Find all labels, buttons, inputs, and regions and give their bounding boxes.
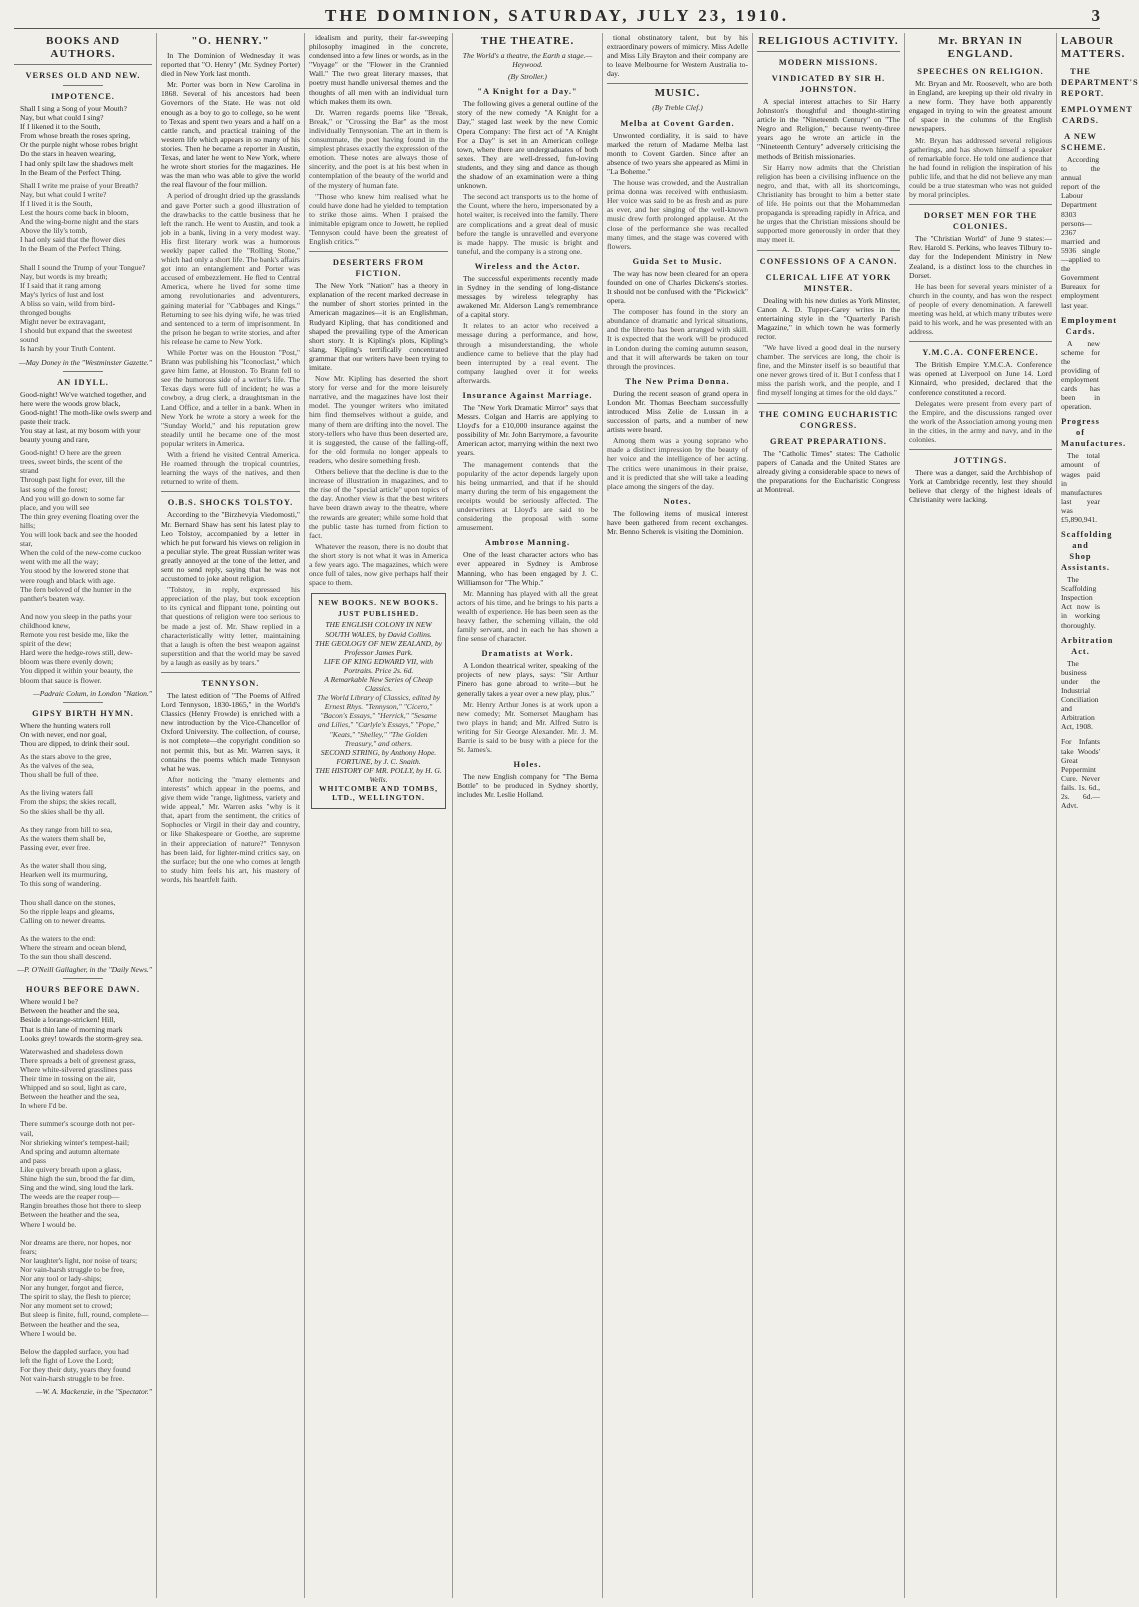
divider (63, 702, 103, 703)
ambrose-manning-heading: Ambrose Manning. (484, 538, 571, 548)
theatre-heading: THE THEATRE. (480, 35, 575, 47)
column-bryan-in-england: Mr. BRYAN IN ENGLAND. SPEECHES ON RELIGION. Mr. Bryan and Mr. Roosevelt, who are both in England, are keeping up their old rivalry in a new form. They have both apparently engaged in trying to win the greatest amount of space in the columns of the English newspapers. Mr. Bryan has addressed several religious gatherings, and has shown himself a speaker of remarkable force. He told one audience that he had found in religion the inspiration of his public life, and that he did not believe any man could be a true statesman who was not guided by moral principles. DORSET MEN FOR THE COLONIES. The "Christian World" of June 9 states:—Rev. Harold S. Perkins, who leaves Tilbury to-day for the Independent Ministry in New Zealand, is a distinct loss to the churches in Dorset. He has been for several years minister of a church in the county, and has won the respect of people of every denomination. A farewell meeting was held, at which many tributes were paid to his work, and he was presented with an address. Y.M.C.A. CONFERENCE. The British Empire Y.M.C.A. Conference was opened at Liverpool on June 14. Lord Kinnaird, who presided, declared that the conference constituted a record. Delegates were present from every part of the Empire, and the discussions ranged over the work of the Association among young men in the cities, in the army and navy, and in the colonies. JOTTINGS. There was a danger, said the Archbishop of York at Cambridge recently, lest they should believe that clergy of the highest ideals of Christianity were lacking. (904, 33, 1056, 1598)
bryan-body: Mr. Bryan and Mr. Roosevelt, who are both in England, are keeping up their old rivalry in a new form. They have both apparently engaged in trying to win the greatest amount of space in the columns of the English newspapers. (909, 79, 1052, 134)
scaffolding-body: The Scaffolding Inspection Act now is in working thoroughly. (1061, 575, 1100, 630)
masthead (14, 6, 1100, 29)
divider (63, 978, 103, 979)
column-books-and-authors: BOOKS AND AUTHORS. VERSES OLD AND NEW. IMPOTENCE. Shall I sing a Song of your Mouth? Nay, but what could I sing? If I likened it to the South, From whose breath the roses spring, Or the purple night whose robes bright Do the stars in heaven wearing, I had only spilt law the shadows melt In the Beam of the Perfect Thing. Shall I write me praise of your Breath? Nay, but what could I write? If I lived it is the South, Lest the hours come back in bloom, And the wing-borne night and the stars Above the lily's tomb, I had only said that the flower dies In the Beam of the Perfect Thing. Shall I sound the Trump of your Tongue? Nay, but words is my breath; If I said that it rang among May's lyrics of lust and lost A bliss so vain, wild from bird- thronged boughs Might never be extravagant, I should but expand that the sweetest sound Is harsh by your Truth Content. —May Doney in the "Westminster Gazette." AN IDYLL. Good-night! We've watched together, and here were the woods grow black, Good-night! The moth-like owls swerp and paste their track. You stay at last, at my bosom with your beauty young and rare, Good-night! O here are the green trees, sweet birds, the scent of the strand Through past light for ever, till the last song of the forest; And you will go down to some far place, and you will see The thin grey evening floating over the hills; You will look back and see the hooded star, When the cold of the new-come cuckoo went with me all the way; You stood by the lowered stone that were rough and black with age. The fern beloved of the hunter in the panther's beaten way. And now you sleep in the paths your childhood knew, Remote you rest beside me, like the spirit of the dew; Hard were the hedge-rows still, dew- bloom was there evenly down; You dipped it within your beauty, the bloom that sauce is flower. —Padraic Colum, in London "Nation." GIPSY BIRTH HYMN. Where the hunting waters roll On with never, end nor goal, Thou are dipped, to drink their soul. As the stars above to the gree, As the valves of the sea, Thou shall be full of thee. As the living waters fall From the ships; the skies recall, So the skies shall be thy all. As they range from hill to sea, As the waters them shall be, Passing ever, ever free. As the water shall thou sing, Hearken well its murmuring, To this song of wandering. Thou shall dance on the stones, So the ripple leaps and gleams, Calling on to newer dreams. As the waters to the end: Where the stream and ocean blend, To the sun thou shall descend. —P. O'Neill Gallagher, in the "Daily News." HOURS BEFORE DAWN. Where would I be? Between the heather and the sea, Beside a lorange-stricken! Hill, That is thin lane of morning mark Looks grey! towards the storm-grey sea. Waterwashed and shadeless down There spreads a belt of greenest grass, Where white-silvered grasslines pass Their time in tossing on the air, Whipped and so soul, light as care, Between the heather and the sea, In where I'd be. There summer's scourge doth not per- vail, Nor shrieking winter's tempest-hail; And spring and autumn alternate and pass Like quivery breath upon a glass, Shine high the sun, brood the far dim, Sing and the wind, sing loud the lark. The weeds are the reaper roup— Rangin breathes those hot there to sleep Between the heather and the sea, Where I would be. Nor dreams are there, nor hopes, nor fears; Nor laughter's light, nor noise of tears; Nor vain-harsh struggle to be free, Nor any tool or lady-ships; Nor any hunger, forgot and fierce, The spirit to slay, the flesh to pierce; Nor any moment set to crowd; But sleep is finite, full, round, complete— Between the heather and the sea, Where I would be. Below the dappled surface, you had left the fight of Love the Lord; For they their duty, years they found Not vain-harsh struggle to be free. —W. A. Mackenzie, in the "Spectator." (10, 33, 156, 1598)
divider (63, 85, 103, 86)
book-listing: A Remarkable New Series of Cheap Classics. (324, 675, 433, 694)
poem-impotence: Shall I sing a Song of your Mouth? Nay, but what could I sing? If I likened it to the South, From whose breath the roses spring, Or the purple night whose robes bright Do the stars in heaven wearing, I had only spilt law the shadows melt In the Beam of the Perfect Thing. (20, 104, 138, 177)
music-byline: (By Treble Clef.) (652, 103, 703, 113)
column-deserters-from-fiction: idealism and purity, their far-sweeping philosophy imagined in the concrete, condensed into a few lines or words, as in the "Voyage" or the "Flower in the Crannied Wall." The two great literary masses, that poetry must handle universal themes and the thoughts of all men with an individual turn which makes them its own. Dr. Warren regards poems like "Break, Break," or "Crossing the Bar" as the most individually Tennysonian. The art in them is consummate, the poet having found in the simplest phrases exactly the expression of the emotion. These notes are always those of sincerity, and the poet is at his best when in contemplation of the beauty of the world and of the mystery of human fate. "Those who knew him realised what he could have done had he yielded to temptation to strike those aims. When I praised the inimitable epigram once to Jowett, he replied 'Tennyson could have been the greatest of English critics.'" DESERTERS FROM FICTION. The New York "Nation" has a theory in explanation of the recent marked decrease in the number of short stories printed in the American magazines—it is an Englishman, Rudyard Kipling, that has conditioned and shaped the prevailing type of the American short story. It is Kipling's plots, Kipling's slang, Kipling's terrifically concentrated grammar that our writers have been trying to imitate. Now Mr. Kipling has deserted the short story for verse and for the more leisurely narrative, and the magazines have lost their model. The younger writers who imitated him find themselves without a guide, and many of them are drifting into the novel. The story-tellers who have thus been deserted are, it is suggested, the cause of the falling-off, for the old formula no longer appeals to readers, who desire something fresh. Others believe that the decline is due to the increase of illustration in magazines, and to the rise of the "special article" upon topics of the day. Another view is that the best writers have been drawn away to the theatre, where the rewards are greater; while some hold that the public taste has turned from fiction to fact. Whatever the reason, there is no doubt that the short story is not what it was in America a few years ago. The magazines, which were once full of tales, now give perhaps half their space to them. NEW BOOKS. NEW BOOKS. JUST PUBLISHED. THE ENGLISH COLONY IN NEW SOUTH WALES, by David Collins. THE GEOLOGY OF NEW ZEALAND, by Professor James Park. LIFE OF KING EDWARD VII, with Portraits. Price 2s. 6d. A Remarkable New Series of Cheap Classics. The World Library of Classics, edited by Ernest Rhys. "Tennyson," "Cicero," "Bacon's Essays," "Herrick," "Sesame and Lilies," "Carlyle's Essays," "Pope," "Keats," "Shelley," "The Golden Treasury," and others. SECOND STRING, by Anthony Hope. FORTUNE, by J. C. Snaith. THE HISTORY OF MR. POLLY, by H. G. Wells. WHITCOMBE AND TOMBS, LTD., WELLINGTON. (304, 33, 452, 1598)
holes-heading: Holes. (513, 760, 542, 770)
knight-for-a-day-heading: "A Knight for a Day." (477, 87, 578, 97)
books-and-authors-heading: BOOKS AND AUTHORS. (14, 35, 152, 65)
theatre-tagline: The World's a theatre, the Earth a stage.—Heywood. (462, 51, 593, 70)
just-published-label: JUST PUBLISHED. (337, 609, 420, 619)
new-books-heading: NEW BOOKS. NEW BOOKS. (318, 598, 439, 608)
employment-cards-subheading: Employment Cards. (1061, 315, 1118, 336)
music-heading: MUSIC. (654, 87, 701, 100)
prima-donna-body: During the recent season of grand opera in London Mr. Thomas Beecham successfully introduced Miss Zelie de Lussan in a succession of parts, and a number of new artists were heard. (607, 388, 748, 435)
verses-section-title: VERSES OLD AND NEW. (25, 71, 141, 80)
poem-hours-before-dawn-credit: —W. A. Mackenzie, in the "Spectator." (35, 1387, 152, 1397)
ymca-conference-body: The British Empire Y.M.C.A. Conference was opened at Liverpool on June 14. Lord Kinnaird, who presided, declared that the conference constituted a record. (909, 360, 1052, 397)
poem-gipsy-birth-hymn-credit: —P. O'Neill Gallagher, in the "Daily News." (17, 965, 152, 975)
modern-missions-heading: MODERN MISSIONS. (778, 58, 879, 67)
modern-missions-subheading: VINDICATED BY SIR H. JOHNSTON. (771, 74, 886, 94)
theatre-continued: tional obstinatory talent, but by his extraordinary powers of mimicry. Miss Adelle and Miss Lily Brayton and their company are to leave Melbourne for Western Australia to-day. (607, 33, 748, 79)
labour-matters-heading: LABOUR MATTERS. (1061, 35, 1126, 60)
jottings-body: There was a danger, said the Archbishop of York at Cambridge recently, lest they should believe that clergy of the highest ideals of Christianity were lacking. (909, 468, 1052, 505)
new-books-advertisement: NEW BOOKS. NEW BOOKS. JUST PUBLISHED. THE ENGLISH COLONY IN NEW SOUTH WALES, by David Collins. THE GEOLOGY OF NEW ZEALAND, by Professor James Park. LIFE OF KING EDWARD VII, with Portraits. Price 2s. 6d. A Remarkable New Series of Cheap Classics. The World Library of Classics, edited by Ernest Rhys. "Tennyson," "Cicero," "Bacon's Essays," "Herrick," "Sesame and Lilies," "Carlyle's Essays," "Pope," "Keats," "Shelley," "The Golden Treasury," and others. SECOND STRING, by Anthony Hope. FORTUNE, by J. C. Snaith. THE HISTORY OF MR. POLLY, by H. G. Wells. WHITCOMBE AND TOMBS, LTD., WELLINGTON. (311, 593, 446, 809)
column-music: tional obstinatory talent, but by his extraordinary powers of mimicry. Miss Adelle and Miss Lily Brayton and their company are to leave Melbourne for Western Australia to-day. MUSIC. (By Treble Clef.) Melba at Covent Garden. Unwonted cordiality, it is said to have marked the return of Madame Melba last month to Covent Garden. Since after an absence of two years she appeared as Mimi in "La Boheme." The house was crowded, and the Australian prima donna was received with enthusiasm. Her voice was said to be as fresh and as pure as ever, and her singing of the well-known music drew forth prolonged applause. At the close of the performance she was recalled many times, and the stage was covered with flowers. Guida Set to Music. The way has now been cleared for an opera founded on one of Charles Dickens's stories. It should not be confused with the "Pickwick" opera. The composer has found in the story an abundance of dramatic and lyrical situations, and the libretto has been arranged with skill. It is expected that the work will be produced in London during the coming autumn season, and that it will afterwards be taken on tour through the provinces. The New Prima Donna. During the recent season of grand opera in London Mr. Thomas Beecham successfully introduced Miss Zelie de Lussan in a succession of parts, and a number of new artists were heard. Among them was a young soprano who made a distinct impression by the beauty of her voice and the intelligence of her acting. The critics were unanimous in their praise, and it is predicted that she will take a leading place among the singers of the day. Notes. The following items of musical interest have been gathered from recent exchanges. Mr. Benno Scherek is visiting the Dominion. (602, 33, 752, 1598)
wireless-actor-heading: Wireless and the Actor. (474, 261, 581, 271)
music-notes-body: The following items of musical interest have been gathered from recent exchanges. Mr. Benno Scherek is visiting the Dominion. (607, 508, 748, 537)
ambrose-manning-body: One of the least character actors who has ever appeared in Sydney is Ambrose Manning, who has been engaged by J. C. Williamson for "The Whip." (457, 550, 598, 587)
eucharistic-congress-heading: THE COMING EUCHARISTIC CONGRESS. (758, 409, 899, 430)
shaw-tolstoy-heading: O.B.S. SHOCKS TOLSTOY. (167, 498, 294, 508)
o-henry-body: Mr. Porter was born in New Carolina in 1868. Several of his ancestors had been Governors of the State. He was not old enough as a boy to go to college, so he went to Texas and spent two years and a half on a cattle ranch, and practical training of the western life which appears in so many of his stories. Then he became a reporter in Austin, Texas, and later he went to New York, where he wrote short stories for the magazines. He was the man who was able to give the world the real flavour of the four million. (161, 80, 300, 190)
dramatists-at-work-body: A London theatrical writer, speaking of the projects of new plays, says: "Sir Arthur Pinero has gone abroad to write—but he generally takes a year over a new play, plus." (457, 661, 598, 698)
prima-donna-heading: The New Prima Donna. (625, 376, 730, 386)
insurance-marriage-body: The "New York Dramatic Mirror" says that Messrs. Colgan and Harris are applying to Lloyd's for a £10,000 insurance against the possibility of Mr. John Barrymore, a favourite American actor, marrying within the next two years. (457, 403, 598, 458)
music-notes-heading: Notes. (663, 496, 692, 506)
divider (909, 341, 1052, 342)
poem-title-impotence: IMPOTENCE. (51, 92, 115, 101)
bryan-heading: Mr. BRYAN IN ENGLAND. (938, 35, 1023, 60)
book-listing: THE HISTORY OF MR. POLLY, by H. G. Wells. (315, 765, 442, 785)
book-listing: LIFE OF KING EDWARD VII, with Portraits. Price 2s. 6d. (323, 656, 434, 675)
arbitration-act-body: The business under the Industrial Conciliation and Arbitration Act, 1908. (1061, 658, 1100, 732)
jottings-heading: JOTTINGS. (953, 456, 1008, 466)
melba-heading: Melba at Covent Garden. (620, 118, 735, 128)
book-listing: FORTUNE, by J. C. Snaith. (336, 756, 421, 766)
poem-an-idyll-credit: —Padraic Colum, in London "Nation." (32, 688, 152, 698)
column-religious-activity: RELIGIOUS ACTIVITY. MODERN MISSIONS. VINDICATED BY SIR H. JOHNSTON. A special interest attaches to Sir Harry Johnston's thoughtful and thought-stirring article in the "Nineteenth Century" on "The Negro and Religion," because twenty-three years ago he wrote an article in the "Nineteenth Century" adversely criticising the methods of British missionaries. Sir Harry now admits that the Christian religion has been a civilising influence on the negro, and that, with all its shortcomings, Christianity has brought to him a better state of life. He points out that the Mohammedan propaganda is spreading rapidly in Africa, and he urges that the Christian missions should be supported more generously in order that they may meet it. CONFESSIONS OF A CANON. CLERICAL LIFE AT YORK MINSTER. Dealing with his new duties as York Minster, Canon A. D. Tupper-Carey writes in the entertaining style in the "Quarterly Parish Magazine," in which town he was formerly rector. "We have lived a good deal in the nursery chamber. The services are long, the choir is fine, and the Minster itself is so beautiful that one never grows tired of it. But I confess that I miss the parish work, and the people, and I find myself longing at times for the old days." THE COMING EUCHARISTIC CONGRESS. GREAT PREPARATIONS. The "Catholic Times" states: The Catholic papers of Canada and the United States are already giving a considerable space to news of the preparations for the Eucharistic Congress at Montreal. (752, 33, 904, 1598)
newspaper-title: THE DOMINION, SATURDAY, JULY 23, 1910. (325, 6, 789, 25)
divider (757, 250, 900, 251)
ymca-conference-heading: Y.M.C.A. CONFERENCE. (922, 348, 1039, 358)
poem-title-gipsy-birth-hymn: GIPSY BIRTH HYMN. (32, 708, 134, 718)
modern-missions-body: A special interest attaches to Sir Harry Johnston's thoughtful and thought-stirring article in the "Nineteenth Century" on "The Negro and Religion," because twenty-three years ago he wrote an article in the "Nineteenth Century" adversely criticising the methods of British missionaries. (757, 97, 900, 161)
knight-for-a-day-body: The following gives a general outline of the story of the new comedy "A Knight for a Day," staged last week by the new Comic Opera Company: The first act of "A Knight For a Day" is set in an American college town, where there are undergraduates of both sexes. They are well-dressed, fun-loving students, and they sing and dance as though the shadow of an examination were a thing unknown. (457, 99, 598, 191)
religious-activity-heading: RELIGIOUS ACTIVITY. (757, 35, 900, 52)
guida-heading: Guida Set to Music. (632, 256, 723, 266)
o-henry-intro: In The Dominion of Wednesday it was reported that "O. Henry" (Mr. Sydney Porter) died in New York last month. (161, 51, 300, 79)
divider (161, 672, 300, 673)
dorset-men-body: The "Christian World" of June 9 states:—Rev. Harold S. Perkins, who leaves Tilbury to-day for the Independent Ministry in New Zealand, is a distinct loss to the churches in Dorset. (909, 234, 1052, 280)
column-the-theatre: THE THEATRE. The World's a theatre, the Earth a stage.—Heywood. (By Stroller.) "A Knight for a Day." The following gives a general outline of the story of the new comedy "A Knight for a Day," staged last week by the new Comic Opera Company: The first act of "A Knight For a Day" is set in an American college town, where there are undergraduates of both sexes. They are well-dressed, fun-loving students, and they sing and dance as though the shadow of an examination were a thing unknown. The second act transports us to the home of the Count, where the hero, impersonated by a hotel waiter, is received into the family. There are complications and a great deal of music before the tangle is unravelled and everyone is made happy. The music is bright and tuneful, and the company is a strong one. Wireless and the Actor. The successful experiments recently made in Sydney in the sending of long-distance messages by wireless telegraphy has awakened Mr. Alderson Lang's remembrance of a capital story. It relates to an actor who received a message during a performance, and how, through a misunderstanding, the whole audience came to believe that the play had been interrupted by a real event. The company laughed over it for weeks afterwards. Insurance Against Marriage. The "New York Dramatic Mirror" says that Messrs. Colgan and Harris are applying to Lloyd's for a £10,000 insurance against the possibility of Mr. John Barrymore, a favourite American actor, marrying within the next two years. The management contends that the popularity of the actor depends largely upon his being unmarried, and that if he should marry during the term of his engagement the receipts would be seriously affected. The underwriters at Lloyd's are said to be considering the proposal with some amusement. Ambrose Manning. One of the least character actors who has ever appeared in Sydney is Ambrose Manning, who has been engaged by J. C. Williamson for "The Whip." Mr. Manning has played with all the great actors of his time, and he brings to his parts a wealth of experience. He has been seen as the heavy father, the scheming villain, the old family servant, and in each he has shown a fine sense of character. Dramatists at Work. A London theatrical writer, speaking of the projects of new plays, says: "Sir Arthur Pinero has gone abroad to write—but he generally takes a year over a new play, plus." Mr. Henry Arthur Jones is at work upon a new comedy; Mr. Somerset Maugham has two plays in hand; and Mr. Alfred Sutro is writing for Sir George Alexander. Mr. J. M. Barrie is said to be busy with a piece for the St. James's. Holes. The new English company for "The Bema Bottle" to be produced in Sydney shortly, includes Mr. Leslie Holland. (452, 33, 602, 1598)
poem-hours-before-dawn: Where would I be? Between the heather and the sea, Beside a lorange-stricken! Hill, That is thin lane of morning mark Looks grey! towards the storm-grey sea. (20, 997, 143, 1043)
guida-body: The way has now been cleared for an opera founded on one of Charles Dickens's stories. It should not be confused with the "Pickwick" opera. (607, 268, 748, 306)
divider (607, 83, 748, 84)
deserters-body: The New York "Nation" has a theory in explanation of the recent marked decrease in the number of short stories printed in the American magazines—it is an Englishman, Rudyard Kipling, that has conditioned and shaped the prevailing type of the American short story. It is Kipling's plots, Kipling's slang, Kipling's terrifically concentrated grammar that our writers have been trying to imitate. (309, 281, 448, 372)
tennyson-heading: TENNYSON. (201, 679, 260, 688)
melba-body: Unwonted cordiality, it is said to have marked the return of Madame Melba last month to Covent Garden. Since after an absence of two years she appeared as Mimi in "La Boheme." (607, 130, 748, 176)
poem-gipsy-birth-hymn: Where the hunting waters roll On with never, end nor goal, Thou are dipped, to drink their soul. (20, 720, 130, 748)
book-listing: THE GEOLOGY OF NEW ZEALAND, by Professor James Park. (315, 638, 442, 657)
scaffolding-heading: Scaffolding and Shop Assistants. (1061, 530, 1113, 573)
divider (909, 449, 1052, 450)
new-scheme-heading: A NEW SCHEME. (1061, 132, 1107, 152)
departments-report-heading: THE DEPARTMENT'S REPORT. (1061, 67, 1139, 98)
divider (909, 204, 1052, 205)
divider (309, 251, 448, 252)
speeches-on-religion-heading: SPEECHES ON RELIGION. (917, 67, 1044, 76)
dramatists-at-work-heading: Dramatists at Work. (481, 649, 574, 659)
deserters-heading: DESERTERS FROM FICTION. (332, 258, 425, 279)
tennyson-continued: idealism and purity, their far-sweeping philosophy imagined in the concrete, condensed into a few lines or words, as in the "Voyage" or the "Flower in the Crannied Wall." The two great literary masses, that poetry must handle universal themes and the thoughts of all men with an individual turn which makes them its own. (309, 33, 448, 106)
page-number: 3 (1091, 6, 1100, 25)
shaw-tolstoy-body: According to the "Birzhevyia Viedomosti," Mr. Bernard Shaw has sent his latest play to Leo Tolstoy, accompanied by a letter in which he put forward his views on religion in a peculiar style. The great Russian writer was greatly annoyed at the tone of the letter, and sent no send reply, saying that he was not accustomed to joke about religion. (161, 510, 300, 584)
book-listing: THE ENGLISH COLONY IN NEW SOUTH WALES, by David Collins. (325, 620, 432, 639)
clerical-life-subheading: CLERICAL LIFE AT YORK MINSTER. (765, 272, 892, 293)
peppermint-cure-advertisement: For Infants take Woods' Great Peppermint Cure. Never fails. 1s. 6d., 2s. 6d.—Advt. (1061, 737, 1100, 811)
employment-cards-body: A new scheme for the providing of employment cards has been in operation. (1061, 338, 1100, 412)
confessions-canon-heading: CONFESSIONS OF A CANON. (759, 256, 898, 266)
progress-of-manufactures-heading: Progress of Manufactures. (1061, 417, 1127, 449)
progress-of-manufactures-body: The total amount of wages paid in manufactures last year was £5,890,941. (1061, 451, 1102, 524)
holes-body: The new English company for "The Bema Bottle" to be produced in Sydney shortly, includes Mr. Leslie Holland. (457, 772, 598, 800)
great-preparations-subheading: GREAT PREPARATIONS. (769, 436, 888, 446)
o-henry-heading: "O. HENRY." (191, 35, 270, 47)
newspaper-page (10, 33, 1139, 1598)
divider (63, 371, 103, 372)
poem-an-idyll: Good-night! We've watched together, and here were the woods grow black, Good-night! The moth-like owls swerp and paste their track. You stay at last, at my bosom with your beauty young and rare, (20, 389, 152, 445)
arbitration-act-heading: Arbitration Act. (1061, 635, 1114, 656)
poem-title-hours-before-dawn: HOURS BEFORE DAWN. (25, 985, 141, 995)
confessions-canon-body: Dealing with his new duties as York Minster, Canon A. D. Tupper-Carey writes in the entertaining style in the "Quarterly Parish Magazine," in which town he was formerly rector. (757, 295, 900, 341)
book-listing: SECOND STRING, by Anthony Hope. (320, 747, 437, 757)
divider (161, 491, 300, 492)
wireless-actor-body: The successful experiments recently made in Sydney in the sending of long-distance messages by wireless telegraphy has awakened Mr. Alderson Lang's remembrance of a capital story. (457, 273, 598, 320)
divider (757, 403, 900, 404)
poem-title-an-idyll: AN IDYLL. (57, 377, 109, 387)
publisher-name: WHITCOMBE AND TOMBS, LTD., WELLINGTON. (318, 784, 439, 803)
employment-cards-heading: EMPLOYMENT CARDS. (1061, 105, 1133, 125)
new-scheme-body: According to the annual report of the Labour Department 8303 persons—2367 married and 5936 single—applied to the Government Bureaux for employment last year. (1061, 155, 1100, 310)
poem-impotence-credit: —May Doney in the "Westminster Gazette." (18, 357, 152, 367)
insurance-marriage-heading: Insurance Against Marriage. (462, 391, 593, 400)
dorset-men-heading: DORSET MEN FOR THE COLONIES. (923, 211, 1038, 232)
column-labour-matters (1056, 33, 1139, 1598)
eucharistic-congress-body: The "Catholic Times" states: The Catholic papers of Canada and the United States are already giving a considerable space to news of the preparations for the Eucharistic Congress at Montreal. (757, 448, 900, 494)
column-o-henry: "O. HENRY." In The Dominion of Wednesday it was reported that "O. Henry" (Mr. Sydney Porter) died in New York last month. Mr. Porter was born in New Carolina in 1868. Several of his ancestors had been Governors of the State. He was not old enough as a boy to go to college, so he went to Texas and spent two years and a half on a cattle ranch, and practical training of the western life which appears in so many of his stories. Then he became a reporter in Austin, Texas, and later he went to New York, where he wrote short stories for the magazines. He was the man who was able to give the world the real flavour of the four million. A period of drought dried up the grasslands and gave Porter such a good illustration of the drawbacks to the cattle business that he left the ranch. He went to Austin, and took a job in a bank, living in a very modest way. His first literary work was a humorous weekly paper called the "Rolling Stone," which had only a short life. The bank's affairs got into an entanglement and Porter was accused of embezzlement. He fled to Central America, where he lived for some time among revolutionaries and adventurers, gaining material for "Cabbages and Kings." Returning to see his dying wife, he was tried and sentenced to a term of imprisonment. In the prison he began to write stories, and after his release he came to New York. While Porter was on the Houston "Post," Brann was publishing his "Iconoclast," which gave him fame, at Houston. To Brann fell to see the humorous side of a writer's life. The Texas days were full of incident; he was a cowboy, a drug clerk, a draughtsman in the Land Office, and a teller in a bank. When in New York he wrote a story a week for the "Sunday World," and his reputation grew steadily until he became one of the most popular writers in America. With a friend he visited Central America. He roamed through the tropical countries, learning the ways of the natives, and then returned to write of them. O.B.S. SHOCKS TOLSTOY. According to the "Birzhevyia Viedomosti," Mr. Bernard Shaw has sent his latest play to Leo Tolstoy, accompanied by a letter in which he put forward his views on religion in a peculiar style. The great Russian writer was greatly annoyed at the tone of the letter, and sent no send reply, saying that he was not accustomed to joke about religion. "Tolstoy, in reply, expressed his appreciation of the play, but took exception to its cynical and flippant tone, pointing out that questions of religion were too serious to be made a jest of. Mr. Shaw replied in a characteristically witty letter, maintaining that a laugh is often the best weapon against superstition and that the world may be saved by a laugh as easily as by tears." TENNYSON. The latest edition of "The Poems of Alfred Lord Tennyson, 1830-1865," in the World's Classics (Henry Frowde) is enriched with a new introduction by the Vice-Chancellor of Oxford University. The collection, of course, is not complete—the copyright condition so not permit this, but as Mr. Warren says, it contains the poems which made Tennyson what he was. After noticing the "many elements and interests" which appear in the poems, and give them wide "range, lightness, variety and wide appeal," Mr. Warren asks "why is it that, apart from the sentiment, the critics of Sophocles or Virgil in their day and country, or like Shakespeare or Goethe, are supreme in their appreciation of nature?" Tennyson has been laid, for lighter-mind critics say, on the surface; but the one who comes at length to study him feels his art, his mastery of words, his heartfelt faith. (156, 33, 304, 1598)
tennyson-body: The latest edition of "The Poems of Alfred Lord Tennyson, 1830-1865," in the World's Classics (Henry Frowde) is enriched with a new introduction by the Vice-Chancellor of Oxford University. The collection, of course, is not complete—the copyright condition so not permit this, but as Mr. Warren says, it contains the poems which made Tennyson what he was. (161, 691, 300, 773)
theatre-byline: (By Stroller.) (508, 72, 547, 82)
